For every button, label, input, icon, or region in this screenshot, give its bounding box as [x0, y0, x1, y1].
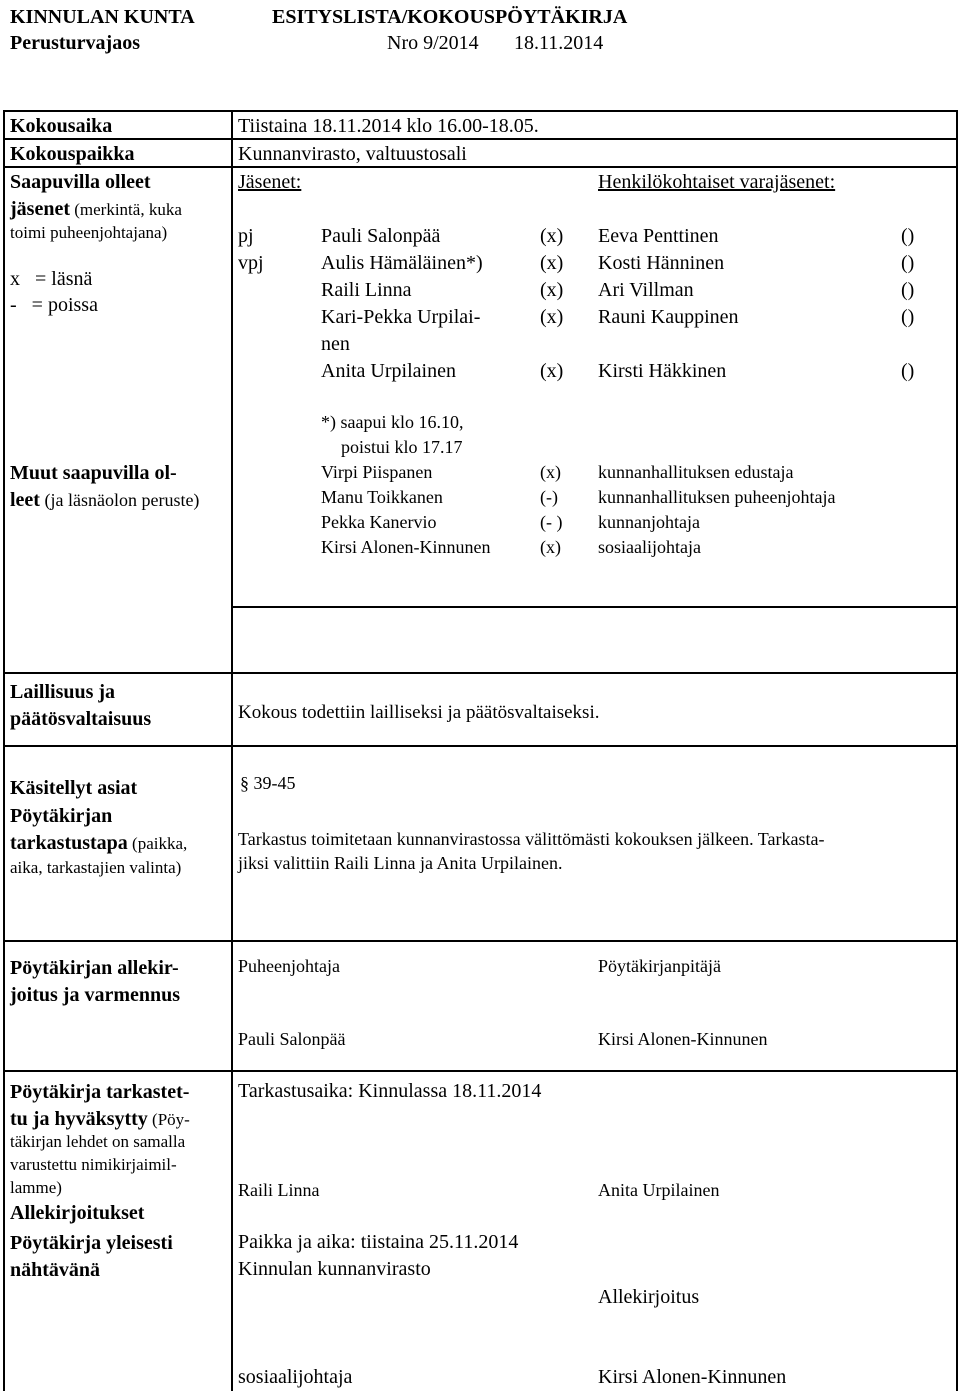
- other-reason: kunnanjohtaja: [598, 512, 700, 532]
- member-role: vpj: [238, 252, 264, 274]
- deputy-mark: (): [901, 225, 915, 247]
- other-reason: sosiaalijohtaja: [598, 537, 701, 557]
- legend-present: x = läsnä: [10, 268, 93, 290]
- row-divider: [3, 672, 958, 674]
- document-type: ESITYSLISTA/KOKOUSPÖYTÄKIRJA: [272, 6, 628, 28]
- signer-name: Kirsi Alonen-Kinnunen: [598, 1366, 787, 1388]
- inspector-1-name: Raili Linna: [238, 1180, 320, 1200]
- member-mark: (x): [540, 306, 564, 328]
- row-divider: [3, 1070, 958, 1072]
- table-right-border: [956, 110, 958, 1391]
- other-mark: (- ): [540, 512, 563, 532]
- inspection-note: (paikka,: [127, 834, 188, 853]
- member-mark: (x): [540, 360, 564, 382]
- member-name: Pauli Salonpää: [321, 225, 441, 247]
- meeting-number: Nro 9/2014: [387, 32, 479, 54]
- signing-label-line2: joitus ja varmennus: [10, 984, 181, 1006]
- items-value: § 39-45: [240, 773, 296, 793]
- committee-name: Perusturvajaos: [10, 32, 140, 54]
- row-divider: [3, 138, 958, 140]
- chair-title: Puheenjohtaja: [238, 956, 340, 976]
- items-label: Käsitellyt asiat: [10, 777, 138, 799]
- inspection-note-line3: aika, tarkastajien valinta): [10, 858, 182, 877]
- attendance-note-line2: toimi puheenjohtajana): [10, 223, 168, 242]
- legality-label: Laillisuus ja: [10, 681, 116, 703]
- other-name: Virpi Piispanen: [321, 462, 433, 482]
- signing-label: Pöytäkirjan allekir-: [10, 957, 179, 979]
- attendance-label-line2: [10, 198, 182, 220]
- approval-label-line2: [10, 1108, 190, 1130]
- table-left-border: [3, 110, 5, 1391]
- member-name: Kari-Pekka Urpilai-: [321, 306, 481, 328]
- member-name-continued: nen: [321, 333, 350, 355]
- inspection-value: Tarkastus toimitetaan kunnanvirastossa välittömästi kokouksen jälkeen. Tarkasta-: [238, 829, 825, 849]
- other-reason: kunnanhallituksen edustaja: [598, 462, 794, 482]
- member-mark: (x): [540, 279, 564, 301]
- deputy-name: Kirsti Häkkinen: [598, 360, 727, 382]
- approval-label-bold: tu ja hyväksytty: [10, 1108, 148, 1130]
- deputy-mark: (): [901, 306, 915, 328]
- deputy-name: Rauni Kauppinen: [598, 306, 739, 328]
- footnote: *) saapui klo 16.10,: [321, 412, 464, 432]
- others-label: Muut saapuvilla ol-: [10, 462, 177, 484]
- public-label-line2: nähtävänä: [10, 1259, 101, 1281]
- approval-note-line4: varustettu nimikirjaimil-: [10, 1155, 177, 1174]
- meeting-place-value: Kunnanvirasto, valtuustosali: [238, 143, 467, 165]
- member-mark: (x): [540, 225, 564, 247]
- inspector-2-name: Anita Urpilainen: [598, 1180, 720, 1200]
- legality-label-line2: päätösvaltaisuus: [10, 708, 152, 730]
- secretary-title: Pöytäkirjanpitäjä: [598, 956, 721, 976]
- approval-label: Pöytäkirja tarkastet-: [10, 1081, 190, 1103]
- meeting-place-label: Kokouspaikka: [10, 143, 135, 165]
- deputy-mark: (): [901, 279, 915, 301]
- approval-note: (Pöy-: [147, 1110, 190, 1129]
- attendance-label-bold: jäsenet: [10, 198, 70, 220]
- other-name: Manu Toikkanen: [321, 487, 443, 507]
- inspection-label-line2: [10, 832, 187, 854]
- inspection-label: Pöytäkirjan: [10, 805, 113, 827]
- row-divider: [3, 166, 958, 168]
- approval-value: Tarkastusaika: Kinnulassa 18.11.2014: [238, 1080, 542, 1102]
- member-name: Anita Urpilainen: [321, 360, 456, 382]
- signature-label: Allekirjoitus: [598, 1286, 700, 1308]
- header-date: 18.11.2014: [514, 32, 604, 54]
- others-note: (ja läsnäolon peruste): [39, 490, 200, 510]
- legend-absent: - = poissa: [10, 294, 98, 316]
- deputy-name: Eeva Penttinen: [598, 225, 719, 247]
- member-name: Raili Linna: [321, 279, 412, 301]
- row-divider: [3, 745, 958, 747]
- member-mark: (x): [540, 252, 564, 274]
- chair-name: Pauli Salonpää: [238, 1029, 346, 1049]
- inspection-value-line2: jiksi valittiin Raili Linna ja Anita Urpilainen.: [238, 853, 563, 873]
- signatures-label: Allekirjoitukset: [10, 1202, 145, 1224]
- meeting-time-value: Tiistaina 18.11.2014 klo 16.00-18.05.: [238, 115, 539, 137]
- deputy-mark: (): [901, 252, 915, 274]
- public-label: Pöytäkirja yleisesti: [10, 1232, 173, 1254]
- column-divider: [231, 110, 233, 1391]
- members-header: Jäsenet:: [238, 171, 302, 193]
- deputy-name: Kosti Hänninen: [598, 252, 725, 274]
- meeting-time-label: Kokousaika: [10, 115, 113, 137]
- footnote-line2: poistui klo 17.17: [341, 437, 463, 457]
- other-mark: (-): [540, 487, 558, 507]
- legality-value: Kokous todettiin lailliseksi ja päätösvaltaiseksi.: [238, 702, 600, 723]
- municipality-name: KINNULAN KUNTA: [10, 6, 195, 28]
- public-value: Paikka ja aika: tiistaina 25.11.2014: [238, 1231, 519, 1253]
- secretary-name: Kirsi Alonen-Kinnunen: [598, 1029, 768, 1049]
- others-label-line2: [10, 489, 199, 511]
- table-top-border: [3, 110, 958, 112]
- attendance-note: (merkintä, kuka: [69, 200, 182, 219]
- other-mark: (x): [540, 537, 561, 557]
- public-value-line2: Kinnulan kunnanvirasto: [238, 1258, 431, 1280]
- other-reason: kunnanhallituksen puheenjohtaja: [598, 487, 836, 507]
- deputy-mark: (): [901, 360, 915, 382]
- other-name: Kirsi Alonen-Kinnunen: [321, 537, 491, 557]
- member-name: Aulis Hämäläinen*): [321, 252, 483, 274]
- other-mark: (x): [540, 462, 561, 482]
- row-divider: [3, 940, 958, 942]
- member-role: pj: [238, 225, 254, 247]
- deputy-name: Ari Villman: [598, 279, 694, 301]
- row-divider: [232, 606, 958, 608]
- other-name: Pekka Kanervio: [321, 512, 437, 532]
- inspection-label-bold: tarkastustapa: [10, 832, 128, 854]
- approval-note-line5: lamme): [10, 1178, 62, 1197]
- others-label-bold: leet: [10, 489, 40, 511]
- signer-title: sosiaalijohtaja: [238, 1366, 353, 1388]
- attendance-label: Saapuvilla olleet: [10, 171, 151, 193]
- approval-note-line3: täkirjan lehdet on samalla: [10, 1132, 186, 1151]
- deputies-header: Henkilökohtaiset varajäsenet:: [598, 171, 836, 193]
